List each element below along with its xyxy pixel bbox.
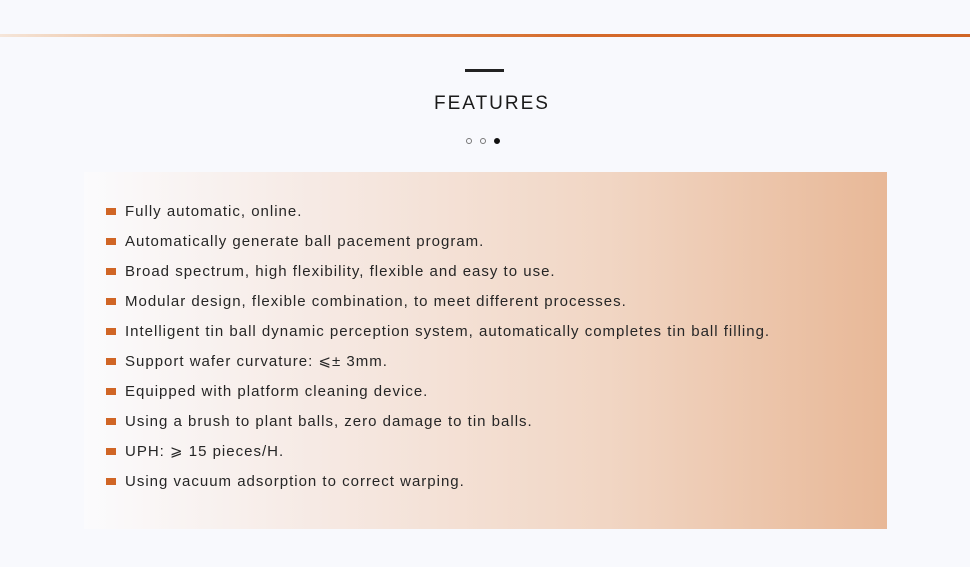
- feature-item: [106, 436, 770, 466]
- feature-text: Support wafer curvature: ⩽± 3mm.: [125, 353, 388, 370]
- square-bullet-icon: [106, 208, 116, 215]
- feature-item: [106, 316, 770, 346]
- pager-dot-1[interactable]: [466, 138, 472, 144]
- feature-text: Modular design, flexible combination, to meet different processes.: [125, 292, 627, 310]
- feature-text: Equipped with platform cleaning device.: [125, 382, 429, 400]
- feature-item: [106, 406, 770, 436]
- feature-text: Automatically generate ball pacement program.: [125, 232, 485, 250]
- feature-item: [106, 466, 770, 496]
- feature-item: [106, 226, 770, 256]
- feature-list: [106, 196, 770, 496]
- feature-item: [106, 346, 770, 376]
- feature-text: Using a brush to plant balls, zero damage to tin balls.: [125, 412, 533, 430]
- section-title: FEATURES: [434, 93, 550, 114]
- square-bullet-icon: [106, 268, 116, 275]
- square-bullet-icon: [106, 388, 116, 395]
- top-divider: [0, 34, 970, 37]
- feature-item: [106, 256, 770, 286]
- feature-text: Intelligent tin ball dynamic perception system, automatically completes tin ball filling.: [125, 322, 771, 340]
- square-bullet-icon: [106, 298, 116, 305]
- pager-dot-3-active[interactable]: [494, 138, 500, 144]
- feature-text: Using vacuum adsorption to correct warping.: [125, 472, 465, 490]
- carousel-pager: [466, 137, 500, 145]
- feature-item: [106, 196, 770, 226]
- features-panel: [84, 172, 887, 529]
- feature-text: Fully automatic, online.: [125, 202, 303, 220]
- square-bullet-icon: [106, 328, 116, 335]
- title-accent-bar: [465, 69, 504, 72]
- square-bullet-icon: [106, 448, 116, 455]
- feature-item: [106, 376, 770, 406]
- square-bullet-icon: [106, 238, 116, 245]
- feature-text: Broad spectrum, high flexibility, flexible and easy to use.: [125, 262, 556, 280]
- pager-dot-2[interactable]: [480, 138, 486, 144]
- square-bullet-icon: [106, 418, 116, 425]
- square-bullet-icon: [106, 478, 116, 485]
- square-bullet-icon: [106, 358, 116, 365]
- feature-text: UPH: ⩾ 15 pieces/H.: [125, 443, 285, 460]
- feature-item: [106, 286, 770, 316]
